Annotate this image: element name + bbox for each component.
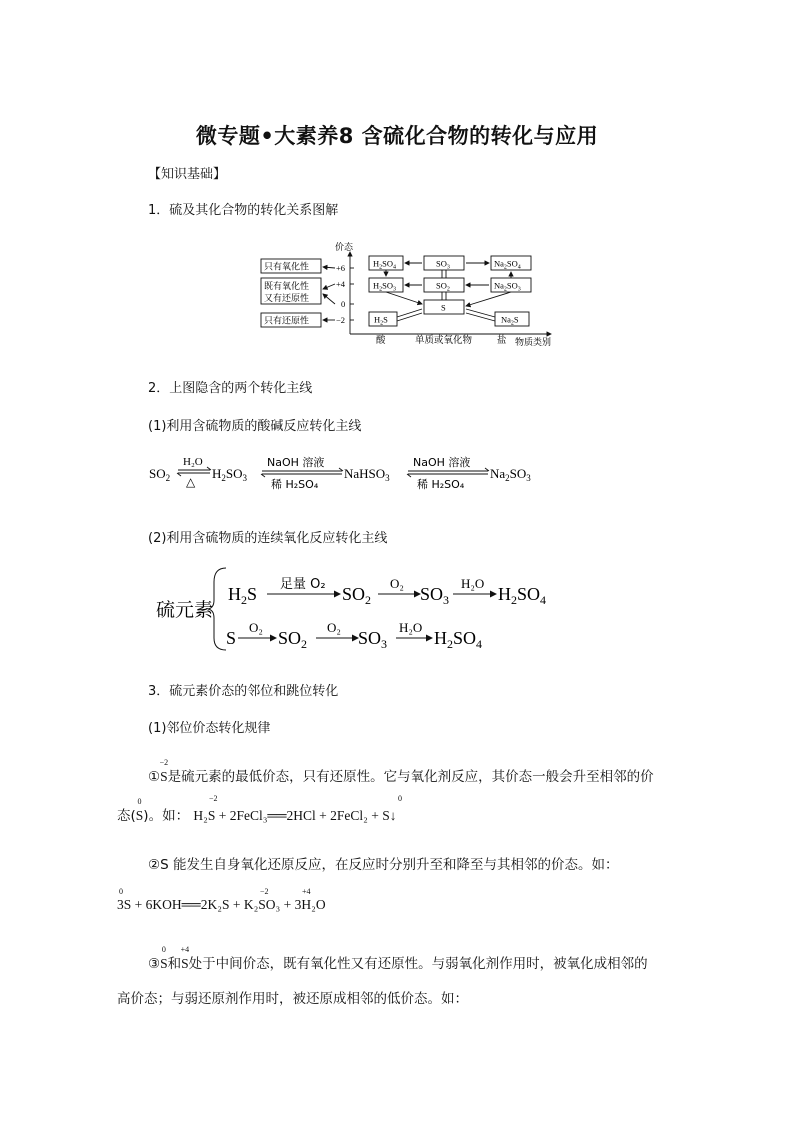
page-title: 微专题•大素养8 含硫化合物的转化与应用 (195, 124, 599, 148)
item-3-sub-1: (1)邻位价态转化规律 (148, 721, 271, 736)
na2so3-label: $Na_2SO_3$ (494, 280, 521, 293)
paragraph-1-line-1: ① −2 S是硫元素的最低价态，只有还原性。它与氧化剂反应，其价态一般会升至相邻的价 (148, 758, 654, 785)
oxidizing-reducing-label-1: 既有氧化性 (264, 282, 310, 292)
chain1-h2so3: $H_2SO_3$ (212, 466, 248, 483)
ox-state-zero-eq1: 0 (398, 794, 402, 803)
so3-label: $SO_3$ (436, 258, 450, 271)
chain1-heat-label: △ (186, 475, 196, 489)
chain1-acid-label-2: 稀 H₂SO₄ (417, 478, 465, 491)
chain1-na2so3: $Na_2SO_3$ (490, 466, 531, 483)
row1-step1-label: 足量 O₂ (280, 577, 326, 592)
item-2-sub-1: (1)利用含硫物质的酸碱反应转化主线 (148, 419, 362, 434)
chain1-acid-label-1: 稀 H₂SO₄ (271, 478, 319, 491)
tick-zero: 0 (341, 299, 346, 309)
section-heading: 【知识基础】 (148, 167, 227, 182)
item-2-heading: 2．上图隐含的两个转化主线 (148, 381, 313, 396)
na2s-label: $Na_2S$ (501, 314, 519, 327)
chain1-so2: $SO_2$ (149, 466, 171, 483)
sulfur-element-label: 硫元素 (156, 599, 214, 621)
paragraph-3-line-2: 高价态；与弱还原剂作用时，被还原成相邻的低价态。如： (117, 991, 468, 1007)
row1-step3-label: H₂O (461, 576, 485, 591)
only-oxidizing-label: 只有氧化性 (264, 262, 310, 273)
y-axis-label: 价态 (335, 243, 354, 253)
ox-state-zero-eq2: 0 (119, 887, 123, 896)
so2-label: $SO_2$ (436, 280, 450, 293)
only-reducing-label: 只有还原性 (264, 316, 310, 327)
row2-s: S (226, 628, 237, 648)
equation-2: 3S + 6KOH══2K₂S + K₂SO₃ + 3H₂O (117, 897, 326, 912)
tick-plus4: +4 (336, 279, 346, 289)
row2-step3-label: H₂O (399, 620, 423, 635)
row2-h2so4: $H_2SO_4$ (434, 628, 483, 651)
row1-so3: $SO_3$ (420, 584, 450, 607)
ox-state-plus4-eq2: +4 (302, 887, 311, 896)
ox-state-minus2-eq1: −2 (209, 794, 218, 803)
oxidation-chain (150, 562, 570, 657)
acid-base-chain (145, 450, 555, 498)
h2so4-label: $H_2SO_4$ (373, 258, 397, 271)
tick-plus6: +6 (336, 263, 346, 273)
item-3-heading: 3．硫元素价态的邻位和跳位转化 (148, 684, 339, 699)
h2s-label: $H_2S$ (374, 314, 388, 327)
row1-h2s: $H_2S$ (228, 584, 258, 607)
equation-1: H₂S + 2FeCl₃══2HCl + 2FeCl₂ + S↓ (193, 808, 397, 823)
s-label: S (441, 302, 446, 313)
chain1-naoh-label-2: NaOH 溶液 (413, 456, 471, 469)
item-2-sub-2: (2)利用含硫物质的连续氧化反应转化主线 (148, 531, 388, 546)
row1-so2: $SO_2$ (342, 584, 372, 607)
chain1-naoh-label-1: NaOH 溶液 (267, 456, 325, 469)
row1-h2so4: $H_2SO_4$ (498, 584, 547, 607)
item-1-heading: 1．硫及其化合物的转化关系图解 (148, 203, 339, 218)
ox-state-minus2-eq2: −2 (260, 887, 269, 896)
h2so3-label: $H_2SO_3$ (373, 280, 397, 293)
chain1-nahso3: NaHSO$_3$ (344, 466, 390, 483)
na2so4-label: $Na_2SO_4$ (494, 258, 521, 271)
category-acid: 酸 (376, 335, 386, 346)
x-axis-label: 物质类别 (515, 338, 552, 348)
chain1-water-label: H₂O (183, 456, 203, 468)
tick-minus2: −2 (336, 315, 346, 325)
row1-step2-label: O₂ (390, 576, 404, 591)
paragraph-3-line-1: ③ 0 S和 +4 S处于中间价态，既有氧化性又有还原性。与弱氧化剂作用时，被氧化成相邻的 (148, 945, 648, 972)
row2-step2-label: O₂ (327, 620, 341, 635)
row2-step1-label: O₂ (249, 620, 263, 635)
category-element-oxide: 单质或氧化物 (415, 335, 473, 346)
category-salt: 盐 (497, 335, 507, 346)
row2-so3: $SO_3$ (358, 628, 388, 651)
row2-so2: $SO_2$ (278, 628, 308, 651)
oxidizing-reducing-label-2: 又有还原性 (264, 294, 310, 304)
paragraph-2-line-1: ②S 能发生自身氧化还原反应，在反应时分别升至和降至与其相邻的价态。如： (148, 857, 619, 873)
paragraph-1-line-2: 态( 0 S)。如： H₂S + 2FeCl₃══2HCl + 2FeCl₂ + S↓ (117, 797, 397, 824)
sulfur-transformation-diagram (255, 238, 575, 348)
